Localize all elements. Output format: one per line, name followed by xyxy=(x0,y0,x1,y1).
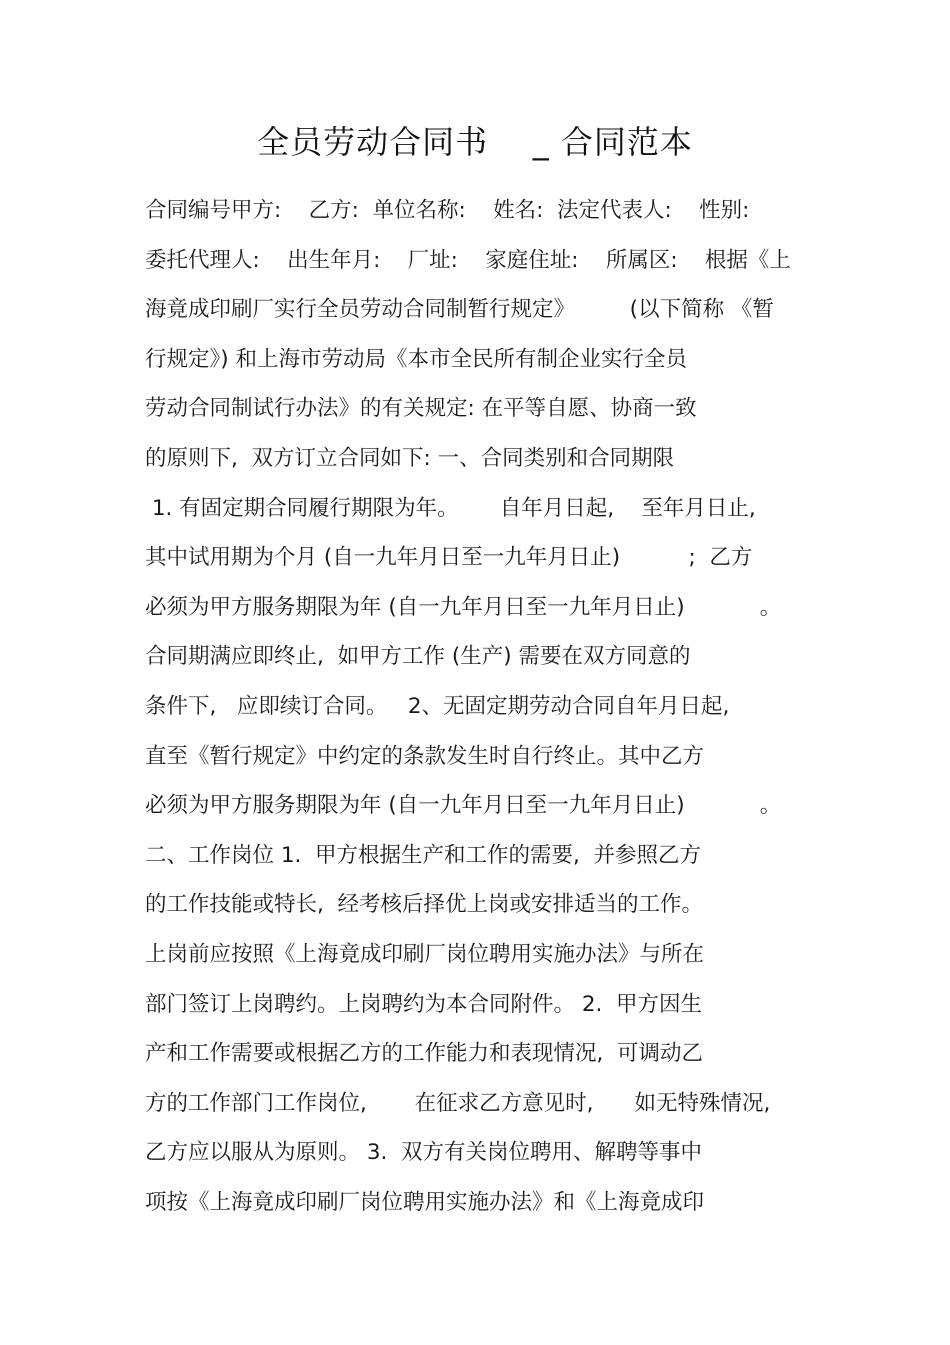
body-line: 产和工作需要或根据乙方的工作能力和表现情况, 可调动乙 xyxy=(145,1041,704,1067)
body-line: 劳动合同制试行办法》的有关规定: 在平等自愿、协商一致 xyxy=(145,396,697,422)
body-line: 其中试用期为个月 (自一九年月日至一九年月日止) ; 乙方 xyxy=(145,545,753,571)
body-line: 方的工作部门工作岗位, 在征求乙方意见时, 如无特殊情况, xyxy=(145,1090,771,1116)
body-line: 必须为甲方服务期限为年 (自一九年月日至一九年月日止) 。 xyxy=(145,793,782,819)
body-line: 条件下, 应即续订合同。 2、无固定期劳动合同自年月日起, xyxy=(145,693,730,719)
document-title: 全员劳动合同书 _ 合同范本 xyxy=(257,123,693,161)
body-line: 1. 有固定期合同履行期限为年。 自年月日起, 至年月日止, xyxy=(145,495,756,521)
body-line: 海竟成印刷厂实行全员劳动合同制暂行规定》 (以下简称 《暂 xyxy=(145,297,774,323)
body-line: 部门签订上岗聘约。上岗聘约为本合同附件。 2. 甲方因生 xyxy=(145,991,703,1017)
body-line: 的原则下, 双方订立合同如下: 一、合同类别和合同期限 xyxy=(145,445,675,471)
body-line: 乙方应以服从为原则。 3. 双方有关岗位聘用、解聘等事中 xyxy=(145,1140,703,1166)
body-line: 行规定》) 和上海市劳动局《本市全民所有制企业实行全员 xyxy=(145,346,687,372)
body-line: 二、工作岗位 1. 甲方根据生产和工作的需要, 并参照乙方 xyxy=(145,842,702,868)
body-line: 上岗前应按照《上海竟成印刷厂岗位聘用实施办法》与所在 xyxy=(145,941,705,967)
document-body xyxy=(145,186,825,1227)
body-line: 合同编号甲方: 乙方: 单位名称: 姓名: 法定代表人: 性别: xyxy=(145,198,750,223)
body-line: 委托代理人: 出生年月: 厂址: 家庭住址: 所属区: 根据《上 xyxy=(145,247,791,273)
body-line: 项按《上海竟成印刷厂岗位聘用实施办法》和《上海竟成印 xyxy=(145,1189,705,1215)
body-line: 直至《暂行规定》中约定的条款发生时自行终止。其中乙方 xyxy=(145,743,705,769)
body-line: 合同期满应即终止, 如甲方工作 (生产) 需要在双方同意的 xyxy=(145,644,691,670)
body-line: 的工作技能或特长, 经考核后择优上岗或安排适当的工作。 xyxy=(145,892,704,918)
body-line: 必须为甲方服务期限为年 (自一九年月日至一九年月日止) 。 xyxy=(145,594,782,620)
